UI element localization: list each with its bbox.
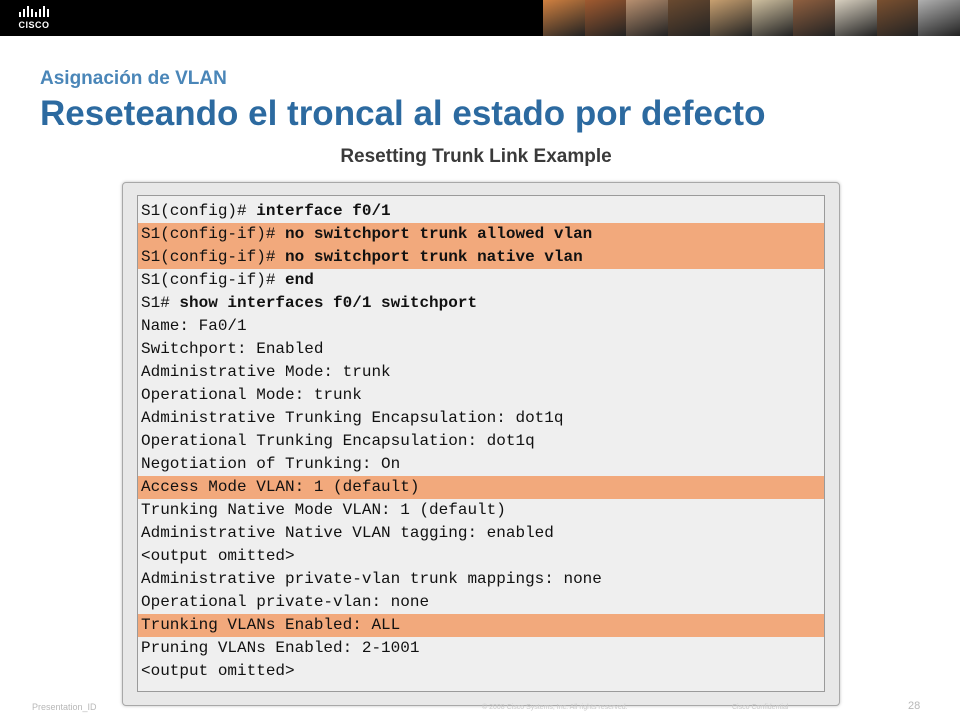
header-photo: [543, 0, 585, 36]
terminal-line-highlighted: [138, 223, 824, 246]
header-photo: [710, 0, 752, 36]
terminal-text: Switchport: Enabled: [141, 340, 324, 358]
terminal-line: [138, 591, 824, 614]
header-photo: [918, 0, 960, 36]
terminal-line: [138, 407, 824, 430]
terminal-text: Access Mode VLAN: 1 (default): [141, 478, 420, 496]
page-number: 28: [908, 700, 921, 712]
terminal-command: interface f0/1: [256, 202, 391, 220]
slide-subtitle: Asignación de VLAN: [40, 68, 227, 89]
terminal-line: [138, 522, 824, 545]
header-photo: [585, 0, 627, 36]
terminal-text: Operational private-vlan: none: [141, 593, 430, 611]
terminal-text: Operational Mode: trunk: [141, 386, 362, 404]
slide-title: Reseteando el troncal al estado por defecto: [40, 94, 766, 133]
header-photo: [668, 0, 710, 36]
terminal-text: Name: Fa0/1: [141, 317, 247, 335]
terminal-line: [138, 637, 824, 660]
terminal-text: Administrative Mode: trunk: [141, 363, 391, 381]
header-bar: [0, 0, 960, 36]
terminal-text: <output omitted>: [141, 547, 295, 565]
cisco-bars-icon: [18, 5, 50, 18]
terminal-command: end: [285, 271, 314, 289]
footer-presentation-id: Presentation_ID: [32, 702, 97, 712]
header-photo: [793, 0, 835, 36]
terminal-text: S1(config)#: [141, 202, 257, 220]
terminal-line: [138, 545, 824, 568]
terminal-text: Administrative Trunking Encapsulation: dot1q: [141, 409, 564, 427]
terminal-command: no switchport trunk native vlan: [285, 248, 583, 266]
footer-copyright: © 2008 Cisco Systems, Inc. All rights reserved.: [482, 704, 628, 711]
terminal-text: S1(config-if)#: [141, 225, 286, 243]
terminal-line-highlighted: [138, 476, 824, 499]
header-photo: [835, 0, 877, 36]
terminal-line: [138, 660, 824, 683]
terminal-text: Operational Trunking Encapsulation: dot1q: [141, 432, 535, 450]
terminal-text: Administrative Native VLAN tagging: enabled: [141, 524, 554, 542]
photo-strip: [543, 0, 960, 36]
terminal-line: [138, 430, 824, 453]
logo-text: CISCO: [18, 20, 50, 30]
figure-title: Resetting Trunk Link Example: [340, 146, 612, 167]
terminal-line: [138, 200, 824, 223]
terminal-text: Trunking VLANs Enabled: ALL: [141, 616, 401, 634]
terminal-line: [138, 315, 824, 338]
header-photo: [626, 0, 668, 36]
terminal-text: S1(config-if)#: [141, 271, 286, 289]
terminal-text: Negotiation of Trunking: On: [141, 455, 401, 473]
terminal-text: Trunking Native Mode VLAN: 1 (default): [141, 501, 506, 519]
terminal-text: Pruning VLANs Enabled: 2-1001: [141, 639, 420, 657]
terminal-line: [138, 499, 824, 522]
terminal-line: [138, 361, 824, 384]
terminal-line-highlighted: [138, 246, 824, 269]
terminal-line: [138, 384, 824, 407]
header-photo: [877, 0, 919, 36]
cisco-logo: [8, 5, 60, 31]
footer-confidential: Cisco Confidential: [732, 704, 789, 711]
terminal-command: show interfaces f0/1 switchport: [179, 294, 478, 312]
terminal-command: no switchport trunk allowed vlan: [285, 225, 593, 243]
terminal-output: [137, 195, 825, 692]
terminal-line: [138, 292, 824, 315]
terminal-text: Administrative private-vlan trunk mappings: none: [141, 570, 602, 588]
terminal-text: S1(config-if)#: [141, 248, 286, 266]
terminal-text: S1#: [141, 294, 180, 312]
terminal-line: [138, 568, 824, 591]
terminal-line: [138, 338, 824, 361]
terminal-text: <output omitted>: [141, 662, 295, 680]
terminal-line: [138, 453, 824, 476]
header-photo: [752, 0, 794, 36]
terminal-line: [138, 269, 824, 292]
terminal-line-highlighted: [138, 614, 824, 637]
